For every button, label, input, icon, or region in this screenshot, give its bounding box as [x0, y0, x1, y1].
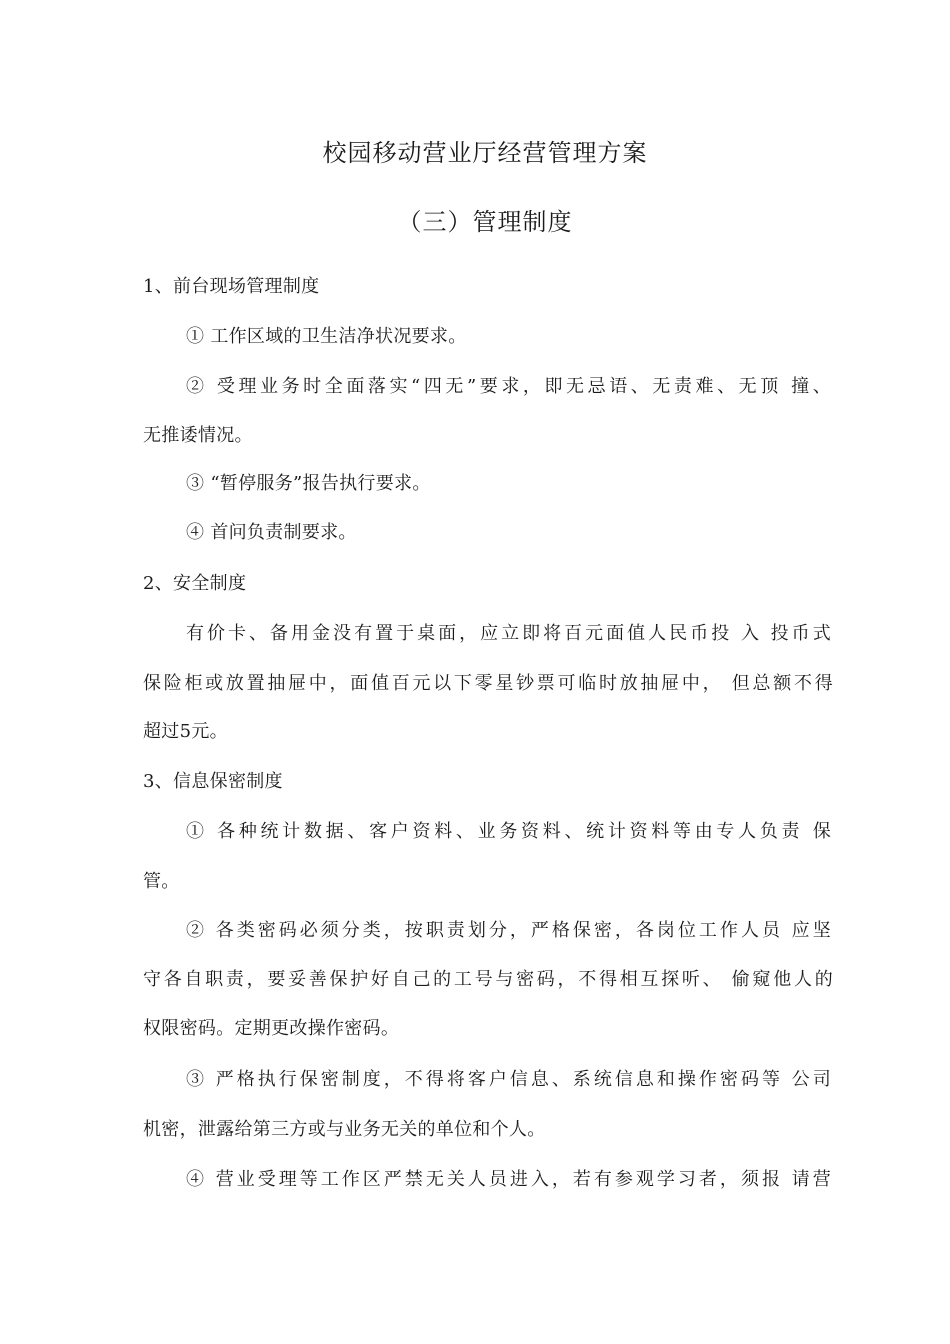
paragraph-line: ③ “暂停服务”报告执行要求。 — [186, 473, 431, 494]
section-subtitle: （三）管理制度 — [397, 208, 573, 236]
paragraph-line: 保险柜或放置抽屉中，面值百元以下零星钞票可临时放抽屉中， 但总额不得 — [143, 673, 833, 694]
paragraph-line: ④ 营业受理等工作区严禁无关人员进入，若有参观学习者，须报 请营 — [186, 1169, 831, 1190]
paragraph-line: ① 工作区域的卫生洁净状况要求。 — [186, 326, 467, 347]
heading-safety-rules: 2、安全制度 — [143, 573, 247, 594]
paragraph-line: ③ 严格执行保密制度，不得将客户信息、系统信息和操作密码等 公司 — [186, 1069, 831, 1090]
paragraph-line: ② 受理业务时全面落实“四无”要求，即无忌语、无责难、无顶 撞、 — [186, 376, 831, 397]
heading-front-desk-rules: 1、前台现场管理制度 — [143, 276, 320, 297]
document-title: 校园移动营业厅经营管理方案 — [322, 139, 648, 167]
paragraph-line: ② 各类密码必须分类，按职责划分，严格保密，各岗位工作人员 应坚 — [186, 920, 831, 941]
paragraph-line: 管。 — [143, 871, 180, 892]
paragraph-line: 机密，泄露给第三方或与业务无关的单位和个人。 — [143, 1119, 546, 1140]
paragraph-line: ④ 首问负责制要求。 — [186, 522, 357, 543]
paragraph-line: 超过5元。 — [143, 721, 228, 742]
heading-confidentiality-rules: 3、信息保密制度 — [143, 771, 283, 792]
paragraph-line: 有价卡、备用金没有置于桌面，应立即将百元面值人民币投 入 投币式 — [186, 623, 831, 644]
paragraph-line: ① 各种统计数据、客户资料、业务资料、统计资料等由专人负责 保 — [186, 821, 831, 842]
paragraph-line: 无推诿情况。 — [143, 425, 253, 446]
paragraph-line: 权限密码。定期更改操作密码。 — [143, 1018, 400, 1039]
paragraph-line: 守各自职责，要妥善保护好自己的工号与密码，不得相互探听、 偷窥他人的 — [143, 969, 833, 990]
